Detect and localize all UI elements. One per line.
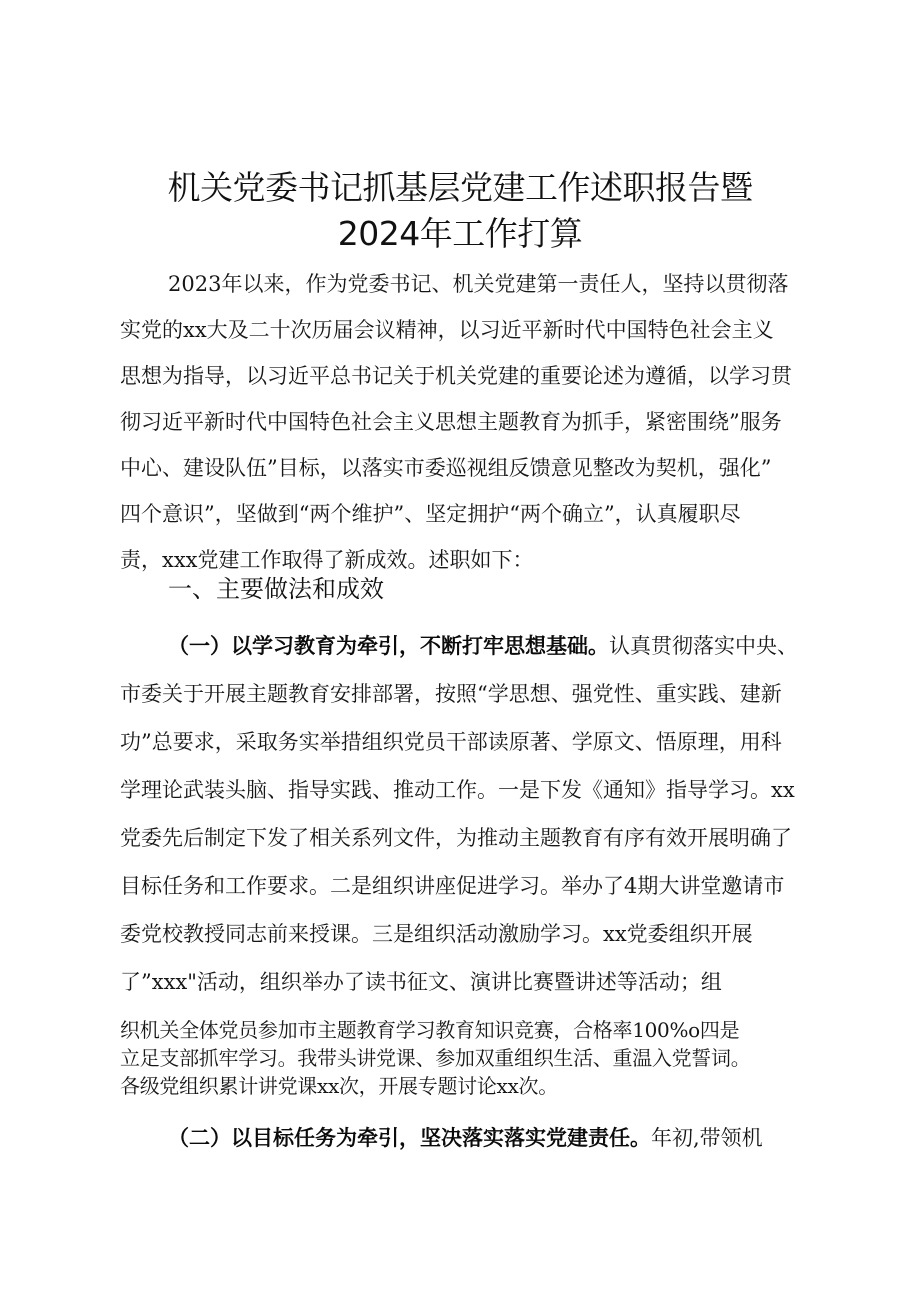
subsection-first-line — [168, 632, 798, 660]
document-title-line-1: 机关党委书记抓基层党建工作述职报告暨 — [167, 168, 753, 207]
intro-line: 中心、建设队伍”目标，以落实市委巡视组反馈意见整改为契机，强化” — [120, 456, 772, 480]
body-line: 目标任务和工作要求。二是组织讲座促进学习。举办了4期大讲堂邀请市 — [120, 874, 785, 898]
intro-line: 思想为指导，以习近平总书记关于机关党建的重要论述为遵循，以学习贯 — [120, 364, 792, 388]
document-title-line-2: 2024年工作打算 — [337, 214, 583, 253]
body-line: 市委关于开展主题教育安排部署，按照“学思想、强党性、重实践、建新 — [120, 682, 782, 706]
intro-line: 彻习近平新时代中国特色社会主义思想主题教育为抓手，紧密围绕”服务 — [120, 410, 782, 434]
subsection-first-line — [168, 1124, 763, 1152]
subsection-heading: （一）以学习教育为牵引，不断打牢思想基础。 — [168, 633, 609, 658]
body-line: 立足支部抓牢学习。我带头讲党课、参加双重组织生活、重温入党誓词。 — [120, 1046, 751, 1070]
section-heading: 一、主要做法和成效 — [168, 575, 384, 603]
body-line: 功”总要求，采取务实举措组织党员干部读原著、学原文、悟原理，用科 — [120, 730, 782, 754]
intro-line: 2023年以来，作为党委书记、机关党建第一责任人，坚持以贯彻落 — [168, 272, 789, 296]
intro-line: 责，xxx党建工作取得了新成效。述职如下： — [120, 548, 534, 572]
body-line: 委党校教授同志前来授课。三是组织活动激励学习。xx党委组织开展 — [120, 922, 753, 946]
body-line: 各级党组织累计讲党课xx次，开展专题讨论xx次。 — [120, 1074, 558, 1098]
body-line: 织机关全体党员参加市主题教育学习教育知识竞赛，合格率100%o四是 — [120, 1018, 740, 1042]
intro-line: 实党的xx大及二十次历届会议精神，以习近平新时代中国特色社会主义 — [120, 318, 774, 342]
subsection-text: 认真贯彻落实中央、 — [609, 634, 798, 658]
body-line: 学理论武装头脑、指导实践、推动工作。一是下发《通知》指导学习。xx — [120, 778, 795, 802]
subsection-heading: （二）以目标任务为牵引，坚决落实落实党建责任。 — [168, 1125, 651, 1150]
body-line: 了”xxx"活动，组织举办了读书征文、演讲比赛暨讲述等活动；组 — [120, 970, 722, 994]
intro-line: 四个意识”，坚做到“两个维护”、坚定拥护“两个确立”，认真履职尽 — [120, 502, 741, 526]
subsection-text: 年初,带领机 — [651, 1126, 763, 1150]
body-line: 党委先后制定下发了相关系列文件，为推动主题教育有序有效开展明确了 — [120, 826, 792, 850]
